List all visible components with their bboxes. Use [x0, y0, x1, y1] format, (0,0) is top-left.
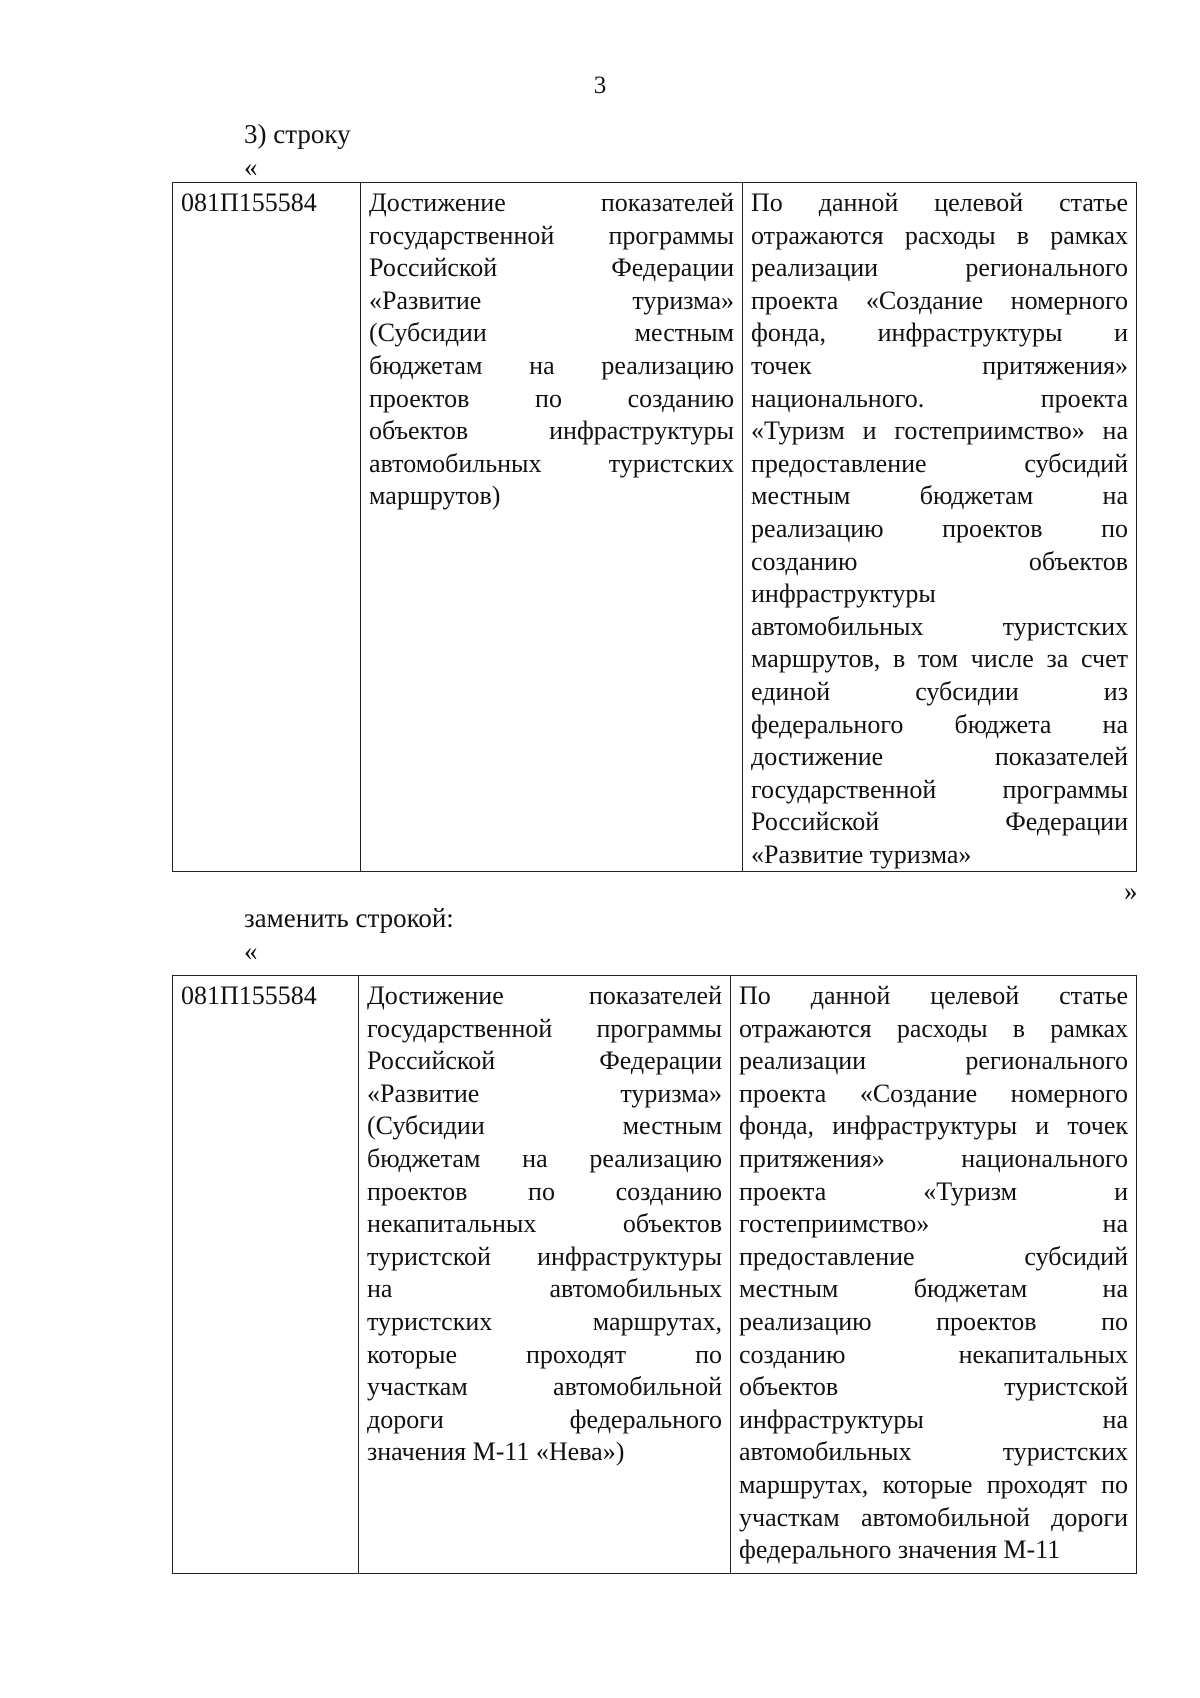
text-line: «Туризм и гостеприимство» на	[751, 416, 1128, 446]
text-line: достижение показателей	[751, 742, 1128, 772]
text-line: проекта «Туризм и	[739, 1176, 1128, 1206]
text-line: маршрутов, в том числе за счет	[751, 644, 1128, 674]
page-number: 3	[593, 72, 607, 99]
text-line: государственной программы	[369, 220, 734, 250]
text-line: проекта «Создание номерного	[751, 285, 1128, 315]
section1-row-table	[172, 182, 1137, 872]
section1-open-quote: «	[244, 152, 258, 182]
code-cell: 081П155584	[173, 976, 359, 1574]
text-line: реализации регионального	[751, 253, 1128, 283]
name-cell	[359, 976, 731, 1574]
text-line: Достижение показателей	[367, 981, 722, 1010]
text-line: Достижение показателей	[369, 188, 734, 217]
description-cell	[743, 183, 1137, 872]
description-text	[751, 187, 1128, 871]
text-line: фонда, инфраструктуры и точек	[739, 1111, 1128, 1141]
text-line: предоставление субсидий	[751, 448, 1128, 478]
text-line: По данной целевой статье	[751, 188, 1128, 217]
text-line: «Развитие туризма»	[751, 839, 972, 869]
text-line: Российской Федерации	[367, 1046, 722, 1076]
text-line: созданию некапитальных	[739, 1339, 1128, 1369]
text-line: проектов по созданию	[367, 1176, 722, 1206]
text-line: инфраструктуры на	[739, 1404, 1128, 1434]
text-line: местным бюджетам на	[739, 1274, 1128, 1304]
section1-close-quote: »	[1124, 876, 1138, 906]
text-line: точек притяжения»	[751, 350, 1128, 380]
text-line: местным бюджетам на	[751, 481, 1128, 511]
text-line: автомобильных туристских	[369, 448, 734, 478]
section1-heading: 3) строку	[244, 119, 351, 149]
text-line: Российской Федерации	[369, 253, 734, 283]
text-line: которые проходят по	[367, 1339, 722, 1369]
text-line: реализацию проектов по	[739, 1306, 1128, 1336]
text-line: проекта «Создание номерного	[739, 1078, 1128, 1108]
text-line: инфраструктуры	[751, 579, 936, 609]
text-line: туристской инфраструктуры	[367, 1241, 722, 1271]
text-line: бюджетам на реализацию	[367, 1143, 722, 1173]
text-line: По данной целевой статье	[739, 981, 1128, 1010]
text-line: Российской Федерации	[751, 807, 1128, 837]
text-line: автомобильных туристских	[739, 1437, 1128, 1467]
section2-heading: заменить строкой:	[244, 903, 454, 933]
text-line: национального. проекта	[751, 383, 1128, 413]
text-line: созданию объектов	[751, 546, 1128, 576]
text-line: объектов инфраструктуры	[369, 416, 734, 446]
text-line: участкам автомобильной	[367, 1372, 722, 1402]
text-line: на автомобильных	[367, 1274, 722, 1304]
text-line: некапитальных объектов	[367, 1209, 722, 1239]
text-line: государственной программы	[751, 774, 1128, 804]
table-row	[173, 976, 1137, 1574]
code-cell: 081П155584	[173, 183, 361, 872]
section2-row-table	[172, 975, 1137, 1574]
text-line: фонда, инфраструктуры и	[751, 318, 1128, 348]
text-line: объектов туристской	[739, 1372, 1128, 1402]
text-line: реализации регионального	[739, 1046, 1128, 1076]
table-row	[173, 183, 1137, 872]
text-line: маршрутов)	[369, 481, 501, 511]
text-line: федерального значения М-11	[739, 1535, 1061, 1565]
text-line: дороги федерального	[367, 1404, 722, 1434]
text-line: реализацию проектов по	[751, 513, 1128, 543]
text-line: автомобильных туристских	[751, 611, 1128, 641]
text-line: отражаются расходы в рамках	[739, 1013, 1128, 1043]
text-line: проектов по созданию	[369, 383, 734, 413]
text-line: «Развитие туризма»	[367, 1078, 722, 1108]
section2-open-quote: «	[244, 936, 258, 966]
text-line: притяжения» национального	[739, 1143, 1128, 1173]
text-line: туристских маршрутах,	[367, 1306, 722, 1336]
text-line: (Субсидии местным	[369, 318, 734, 348]
text-line: гостеприимство» на	[739, 1209, 1128, 1239]
text-line: единой субсидии из	[751, 676, 1128, 706]
name-text	[369, 187, 734, 513]
text-line: участкам автомобильной дороги	[739, 1502, 1128, 1532]
text-line: государственной программы	[367, 1013, 722, 1043]
text-line: (Субсидии местным	[367, 1111, 722, 1141]
description-text	[739, 980, 1128, 1567]
text-line: «Развитие туризма»	[369, 285, 734, 315]
text-line: бюджетам на реализацию	[369, 350, 734, 380]
name-text	[367, 980, 722, 1469]
text-line: предоставление субсидий	[739, 1241, 1128, 1271]
text-line: федерального бюджета на	[751, 709, 1128, 739]
description-cell	[731, 976, 1137, 1574]
name-cell	[361, 183, 743, 872]
text-line: маршрутах, которые проходят по	[739, 1469, 1128, 1499]
text-line: значения М-11 «Нева»)	[367, 1437, 625, 1467]
text-line: отражаются расходы в рамках	[751, 220, 1128, 250]
